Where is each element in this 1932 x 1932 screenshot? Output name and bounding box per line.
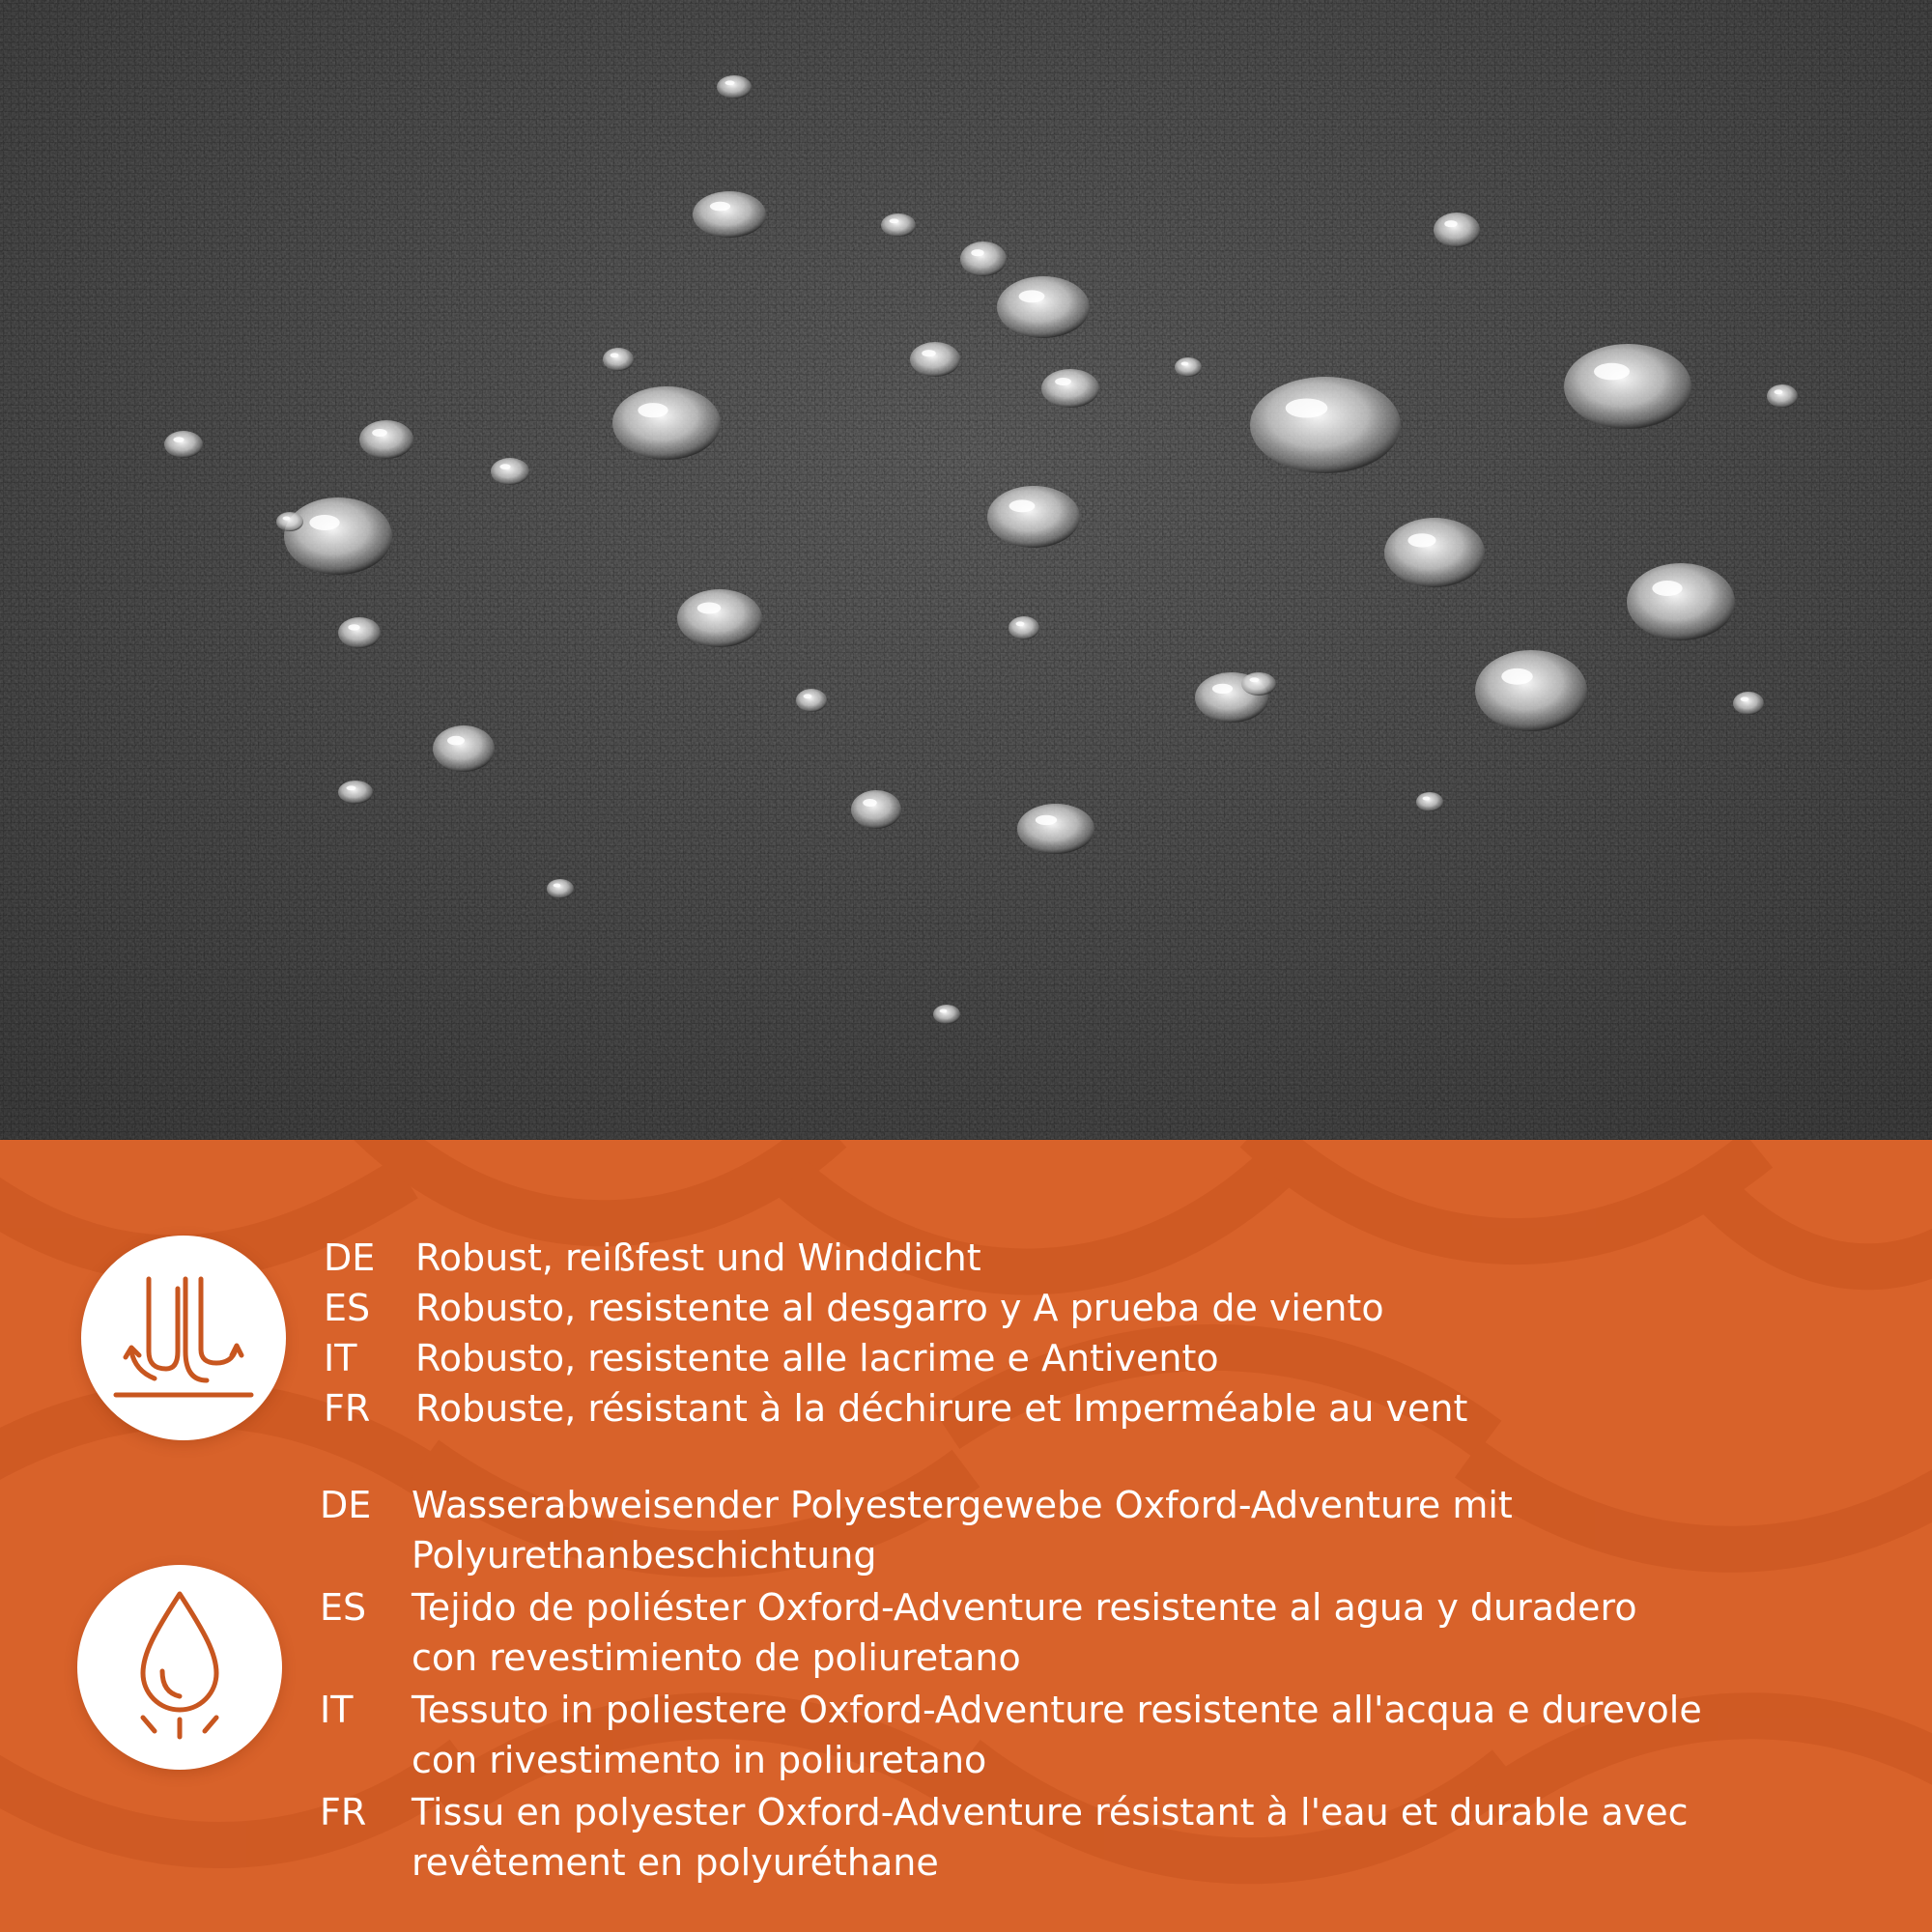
water-droplet	[1009, 616, 1039, 639]
droplet-highlight	[863, 799, 877, 807]
water-droplet	[603, 348, 634, 371]
droplet-highlight	[372, 429, 387, 437]
droplet-highlight	[499, 464, 510, 469]
droplet-highlight	[1249, 677, 1259, 682]
water-droplet	[796, 689, 827, 712]
droplet-highlight	[1423, 797, 1431, 801]
droplet-highlight	[611, 353, 619, 357]
lang-code: IT	[324, 1337, 357, 1379]
droplet-highlight	[1501, 668, 1532, 685]
droplet-highlight	[1019, 290, 1045, 302]
feature-panel	[0, 1140, 1932, 1932]
water-droplet	[338, 617, 381, 648]
droplet-highlight	[1036, 815, 1057, 825]
feature-text: Tessuto in poliestere Oxford-Adventure resistente all'acqua e durevole	[412, 1689, 1702, 1731]
water-droplet	[1250, 377, 1401, 473]
feature-text: con rivestimento in poliuretano	[412, 1739, 987, 1781]
water-droplet	[1767, 384, 1798, 408]
water-droplet	[491, 458, 529, 485]
droplet-highlight	[309, 515, 339, 530]
water-droplet	[1627, 563, 1735, 640]
feature-text: revêtement en polyuréthane	[412, 1841, 939, 1884]
water-droplet	[1434, 213, 1480, 247]
feature-text: Robuste, résistant à la déchirure et Imperméable au vent	[415, 1387, 1468, 1430]
droplet-highlight	[1009, 499, 1036, 512]
droplet-highlight	[710, 202, 730, 212]
lang-code: DE	[324, 1236, 376, 1279]
feature-text: Wasserabweisender Polyestergewebe Oxford-Adventure mit	[412, 1484, 1513, 1526]
droplet-highlight	[638, 403, 668, 417]
water-droplet	[933, 1005, 960, 1024]
droplet-highlight	[724, 80, 734, 85]
water-droplet	[1733, 692, 1764, 715]
lang-code: FR	[320, 1791, 367, 1833]
droplet-highlight	[1407, 533, 1435, 547]
droplet-highlight	[804, 694, 812, 698]
droplet-highlight	[940, 1009, 948, 1013]
lang-code: ES	[320, 1586, 367, 1629]
water-droplet	[1041, 369, 1099, 408]
water-droplet	[1564, 344, 1691, 429]
water-droplet	[1384, 518, 1485, 587]
water-droplet	[1175, 357, 1202, 377]
feature-text: Robusto, resistente al desgarro y A prueba de viento	[415, 1287, 1384, 1329]
feature-text: Polyurethanbeschichtung	[412, 1534, 877, 1577]
water-droplet	[1416, 792, 1443, 811]
droplet-highlight	[1016, 621, 1025, 626]
water-droplet	[717, 75, 752, 99]
water-droplet	[960, 242, 1007, 276]
droplet-highlight	[971, 249, 983, 256]
droplet-highlight	[173, 437, 184, 442]
droplet-highlight	[1594, 363, 1630, 381]
water-droplet	[284, 497, 392, 575]
water-droplet	[433, 725, 495, 772]
water-droplet	[612, 386, 721, 460]
water-drop-icon	[77, 1565, 282, 1770]
droplet-highlight	[1286, 399, 1328, 418]
droplet-highlight	[1652, 581, 1682, 596]
feature-text: Tissu en polyester Oxford-Adventure résistant à l'eau et durable avec	[412, 1791, 1689, 1833]
droplet-highlight	[922, 350, 936, 356]
water-droplet	[164, 431, 203, 458]
water-droplet	[987, 486, 1080, 548]
water-droplet	[359, 420, 413, 459]
lang-code: FR	[324, 1387, 371, 1430]
water-droplet	[881, 213, 916, 237]
droplet-highlight	[346, 785, 355, 790]
lang-code: DE	[320, 1484, 372, 1526]
droplet-highlight	[283, 517, 291, 521]
droplet-highlight	[1775, 389, 1783, 394]
lang-code: ES	[324, 1287, 371, 1329]
water-droplet	[338, 781, 373, 804]
feature-text: con revestimiento de poliuretano	[412, 1636, 1021, 1679]
water-droplet	[910, 342, 960, 377]
lang-code: IT	[320, 1689, 354, 1731]
droplet-highlight	[1444, 220, 1457, 227]
droplet-highlight	[1181, 362, 1189, 366]
wind-resistant-icon	[81, 1236, 286, 1440]
feature-text: Tejido de poliéster Oxford-Adventure resistente al agua y duradero	[412, 1586, 1637, 1629]
droplet-highlight	[447, 736, 465, 746]
feature-text: Robusto, resistente alle lacrime e Antivento	[415, 1337, 1219, 1379]
feature-text: Robust, reißfest und Winddicht	[415, 1236, 981, 1279]
water-droplet	[851, 790, 901, 829]
water-droplet	[1241, 672, 1276, 696]
droplet-highlight	[348, 624, 359, 630]
droplet-highlight	[1055, 378, 1071, 385]
droplet-highlight	[889, 218, 898, 223]
water-droplet	[677, 589, 762, 647]
droplet-highlight	[554, 884, 561, 888]
water-droplet	[693, 191, 766, 238]
droplet-highlight	[1212, 684, 1233, 694]
water-droplet	[997, 276, 1090, 338]
water-droplet	[276, 512, 303, 531]
droplet-highlight	[1741, 696, 1749, 701]
water-droplet	[547, 879, 574, 898]
droplet-highlight	[697, 603, 722, 614]
water-droplet	[1017, 804, 1094, 854]
water-droplet	[1475, 650, 1587, 731]
